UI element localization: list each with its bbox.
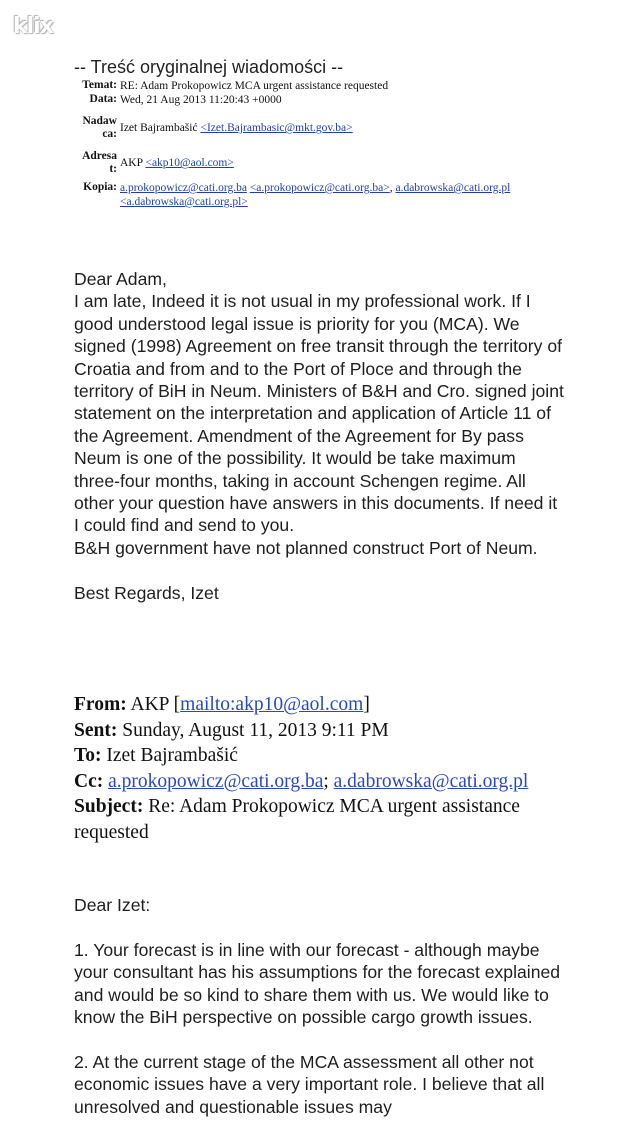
from-label-line2: ca: <box>102 128 117 140</box>
fwd-to-label: To: <box>74 745 102 766</box>
fwd-from-mailto-link[interactable]: mailto:akp10@aol.com <box>180 694 364 715</box>
fwd-from-close: ] <box>363 694 370 715</box>
from-value <box>120 115 562 135</box>
reply-greeting: Dear Adam, <box>74 269 167 289</box>
fwd-cc-label: Cc: <box>74 770 104 792</box>
fwd-subject-label: Subject: <box>74 796 144 817</box>
from-email-link[interactable]: <Izet.Bajrambasic@mkt.gov.ba> <box>200 122 353 134</box>
reply-signoff: Best Regards, Izet <box>74 582 219 603</box>
from-name: Izet Bajrambašić <box>120 122 198 134</box>
header-date-row <box>72 93 562 107</box>
to-label-line1: Adresa <box>82 150 117 162</box>
message-point-2: 2. At the current stage of the MCA assessment all other not economic issues have a very important role. I believe that all unresolved and questionable issues may <box>74 1051 545 1117</box>
fwd-from-label: From: <box>74 694 127 715</box>
cc-email-link-1[interactable]: a.prokopowicz@cati.org.ba <box>120 182 247 194</box>
fwd-from-row <box>74 692 564 718</box>
fwd-cc-row <box>74 769 564 795</box>
header-from-row <box>72 115 562 141</box>
fwd-to-row <box>74 743 564 769</box>
fwd-to-value: Izet Bajrambašić <box>106 745 238 766</box>
date-value: Wed, 21 Aug 2013 11:20:43 +0000 <box>120 94 282 106</box>
cc-label: Kopia: <box>83 181 117 193</box>
fwd-subject-row <box>74 794 564 845</box>
cc-value <box>120 181 562 209</box>
cc-email-link-2[interactable]: <a.prokopowicz@cati.org.ba> <box>249 182 390 194</box>
to-label <box>72 150 120 176</box>
to-email-link[interactable]: <akp10@aol.com> <box>145 157 234 169</box>
klix-watermark-logo: klix <box>13 14 53 39</box>
fwd-subject-value: Re: Adam Prokopowicz MCA urgent assistance requested <box>74 796 520 843</box>
subject-label: Temat: <box>82 79 117 91</box>
original-message-header <box>72 79 562 209</box>
header-cc-row <box>72 181 562 209</box>
from-label-line1: Nadaw <box>82 115 117 127</box>
fwd-sent-label: Sent: <box>74 719 118 741</box>
original-message-title: -- Treść oryginalnej wiadomości -- <box>74 57 344 77</box>
fwd-from-name: AKP [ <box>130 694 181 715</box>
reply-body <box>74 268 564 604</box>
header-to-row <box>72 150 562 176</box>
message-greeting: Dear Izet: <box>74 895 151 915</box>
cc-email-link-3[interactable]: a.dabrowska@cati.org.pl <box>395 182 511 194</box>
to-label-line2: t: <box>109 163 117 175</box>
reply-paragraph: I am late, Indeed it is not usual in my professional work. If I good understood legal issue is priority for you (MCA). We signed (1998) Agreement on free transit through the territory of Croatia and from and to the Port of Ploce and through the territory of BiH in Neum. Ministers of B&H and Cro. signed joint statement on the interpretation and application of Article 11 of the Agreement. Amendment of the Agreement for By pass Neum is one of the possibility. It would be take maximum three-four months, taking in account Schengen regime. All other your question have answers in this documents. If need it I could find and send to you. <box>74 291 564 536</box>
reply-line-port: B&H government have not planned construct Port of Neum. <box>74 537 538 558</box>
header-subject-row <box>72 79 562 93</box>
fwd-cc-link-2[interactable]: a.dabrowska@cati.org.pl <box>333 770 529 792</box>
forwarded-message-body <box>74 894 564 1118</box>
to-value <box>120 150 562 170</box>
cc-email-link-4[interactable]: <a.dabrowska@cati.org.pl> <box>120 196 248 208</box>
subject-value: RE: Adam Prokopowicz MCA urgent assistance requested <box>120 80 389 92</box>
to-name: AKP <box>120 157 143 169</box>
message-point-1: 1. Your forecast is in line with our forecast - although maybe your consultant has his assumptions for the forecast explained and would be so kind to share them with us. We would like to know the BiH perspective on possible cargo growth issues. <box>74 939 561 1028</box>
forwarded-header <box>74 692 564 845</box>
fwd-cc-separator: ; <box>323 770 329 792</box>
date-label: Data: <box>89 93 117 105</box>
fwd-cc-link-1[interactable]: a.prokopowicz@cati.org.ba <box>108 770 324 792</box>
cc-separator: , <box>389 182 393 194</box>
fwd-sent-value: Sunday, August 11, 2013 9:11 PM <box>122 719 389 741</box>
from-label <box>72 115 120 141</box>
fwd-sent-row <box>74 718 564 744</box>
